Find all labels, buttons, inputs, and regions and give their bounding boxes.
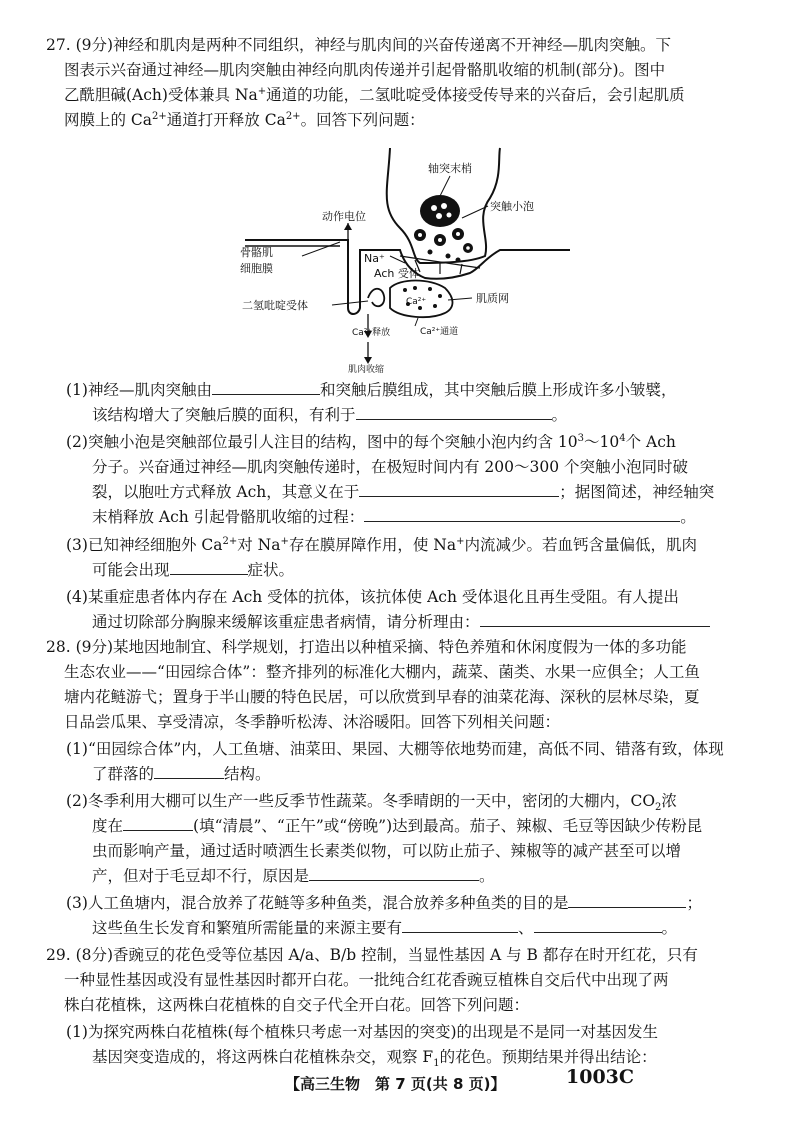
q27-line-4: 网膜上的 $Ca^{2+}$通道打开释放 $Ca^{2+}$。回答下列问题： bbox=[64, 110, 425, 129]
q27-p2-line-3: 裂，以胞吐方式释放 Ach，其意义在于 ；据图简述，神经轴突 bbox=[92, 483, 715, 501]
q27-p2-line-1: (2)突触小泡是突触部位最引人注目的结构，图中的每个突触小泡内约含 $10^3\sim 10^4$个 Ach bbox=[66, 432, 676, 451]
q27-p4-line-1: (4)某重症患者体内存在 Ach 受体的抗体，该抗体使 Ach 受体退化且再生受阻。有人提出 bbox=[66, 588, 679, 606]
answer-blank[interactable] bbox=[568, 893, 686, 908]
q27-line-3: 乙酰胆碱(Ach)受体兼具 Na+通道的功能，二氢吡啶受体接受传导来的兴奋后，会引起肌质 bbox=[64, 85, 685, 104]
q27-p3-line-2: 可能会出现 症状。 bbox=[92, 561, 295, 579]
label-ca-channel: Ca²⁺通道 bbox=[420, 327, 459, 337]
q27-p2-line-4: 末梢释放 Ach 引起骨骼肌收缩的过程： 。 bbox=[92, 508, 696, 526]
answer-blank[interactable] bbox=[402, 918, 518, 933]
answer-blank[interactable] bbox=[123, 816, 193, 831]
q27-line-2: 图表示兴奋通过神经—肌肉突触由神经向肌肉传递并引起骨骼肌收缩的机制(部分)。图中 bbox=[64, 61, 666, 79]
paper-code: 1003C bbox=[566, 1066, 635, 1088]
q28-p2-line-1: (2)冬季利用大棚可以生产一些反季节性蔬菜。冬季晴朗的一天中，密闭的大棚内，$CO_2$浓 bbox=[66, 792, 677, 814]
q28-line-2: 生态农业——“田园综合体”：整齐排列的标准化大棚内，蔬菜、菌类、水果一应俱全；人工鱼 bbox=[64, 663, 700, 681]
answer-blank[interactable] bbox=[534, 918, 662, 933]
page-footer: 【高三生物 第 7 页(共 8 页)】 bbox=[285, 1075, 506, 1093]
q29-p1-line-2: 基因突变造成的，将这两株白花植株杂交，观察 $F_1$的花色。预期结果并得出结论： bbox=[92, 1048, 657, 1070]
answer-blank[interactable] bbox=[480, 612, 710, 627]
label-skeletal-membrane-1: 骨骼肌 bbox=[240, 246, 273, 259]
answer-blank[interactable] bbox=[309, 866, 479, 881]
q27-p1-line-2: 该结构增大了突触后膜的面积，有利于 。 bbox=[92, 406, 568, 424]
q28-p3-line-1: (3)人工鱼塘内，混合放养了花鲢等多种鱼类，混合放养多种鱼类的目的是 ； bbox=[66, 894, 702, 912]
q27-p3-line-1: (3)已知神经细胞外 $Ca^{2+}$对 Na+存在膜屏障作用，使 Na+内流减少。若血钙含量偏低，肌肉 bbox=[66, 535, 697, 554]
label-vesicle: 突触小泡 bbox=[490, 200, 534, 213]
label-axon-terminal: 轴突末梢 bbox=[428, 162, 472, 175]
q29-p1-line-1: (1)为探究两株白花植株(每个植株只考虑一对基因的突变)的出现是不是同一对基因发生 bbox=[66, 1023, 659, 1041]
answer-blank[interactable] bbox=[364, 507, 680, 522]
vesicle-large bbox=[420, 195, 460, 227]
label-ca-release: Ca²⁺释放 bbox=[352, 328, 391, 338]
q28-line-1: 28. (9分)某地因地制宜、科学规划，打造出以种植采摘、特色养殖和休闲度假为一体的多功能 bbox=[46, 638, 687, 656]
label-action-potential: 动作电位 bbox=[322, 210, 366, 223]
answer-blank[interactable] bbox=[170, 560, 248, 575]
label-dhp-receptor: 二氢吡啶受体 bbox=[242, 299, 308, 312]
label-ach-receptor: Ach 受体 bbox=[374, 267, 420, 280]
label-ca-inner: Ca²⁺ bbox=[406, 297, 427, 307]
q27-p1-line-1: (1)神经—肌肉突触由 和突触后膜组成，其中突触后膜上形成许多小皱襞， bbox=[66, 381, 677, 399]
q28-p1-line-2: 了群落的 结构。 bbox=[92, 765, 271, 783]
answer-blank[interactable] bbox=[356, 405, 552, 420]
q27-p2-line-2: 分子。兴奋通过神经—肌肉突触传递时，在极短时间内有 200～300 个突触小泡同时破 bbox=[92, 458, 689, 476]
q28-p1-line-1: (1)“田园综合体”内，人工鱼塘、油菜田、果园、大棚等依地势而建，高低不同、错落有致，体现 bbox=[66, 740, 724, 758]
q28-p2-line-2: 度在 (填“清晨”、“正午”或“傍晚”)达到最高。茄子、辣椒、毛豆等因缺少传粉昆 bbox=[92, 817, 703, 835]
q29-line-1: 29. (8分)香豌豆的花色受等位基因 A/a、B/b 控制，当显性基因 A 与 B 都存在时开红花，只有 bbox=[46, 946, 698, 964]
q27-p4-line-2: 通过切除部分胸腺来缓解该重症患者病情，请分析理由： bbox=[92, 612, 710, 632]
answer-blank[interactable] bbox=[359, 482, 559, 497]
answer-blank[interactable] bbox=[212, 380, 320, 395]
q28-line-4: 日品尝瓜果、享受清凉，冬季静听松涛、沐浴暖阳。回答下列相关问题： bbox=[64, 713, 561, 731]
q28-p3-line-2: 这些鱼生长发育和繁殖所需能量的来源主要有 、 。 bbox=[92, 919, 678, 937]
q29-line-2: 一种显性基因或没有显性基因时都开白花。一批纯合红花香豌豆植株自交后代中出现了两 bbox=[64, 971, 669, 989]
q29-line-3: 株白花植株，这两株白花植株的自交子代全开白花。回答下列问题： bbox=[64, 996, 530, 1014]
label-na: Na⁺ bbox=[364, 252, 385, 265]
label-contraction: 肌肉收缩 bbox=[348, 365, 385, 375]
label-skeletal-membrane-2: 细胞膜 bbox=[240, 262, 273, 275]
dhp-receptor-shape bbox=[368, 289, 384, 307]
q27-line-1: 27. (9分)神经和肌肉是两种不同组织，神经与肌肉间的兴奋传递离不开神经—肌肉突触。下 bbox=[46, 36, 672, 54]
q28-line-3: 塘内花鲢游弋；置身于半山腰的特色民居，可以欣赏到早春的油菜花海、深秋的层林尽染，夏 bbox=[64, 688, 700, 706]
q28-p2-line-4: 产，但对于毛豆却不行，原因是 。 bbox=[92, 867, 495, 885]
q28-p2-line-3: 虫而影响产量，通过适时喷洒生长素类似物，可以防止茄子、辣椒等的减产甚至可以增 bbox=[92, 842, 682, 860]
label-sr: 肌质网 bbox=[476, 292, 509, 305]
synapse-figure bbox=[240, 138, 580, 378]
answer-blank[interactable] bbox=[154, 764, 224, 779]
